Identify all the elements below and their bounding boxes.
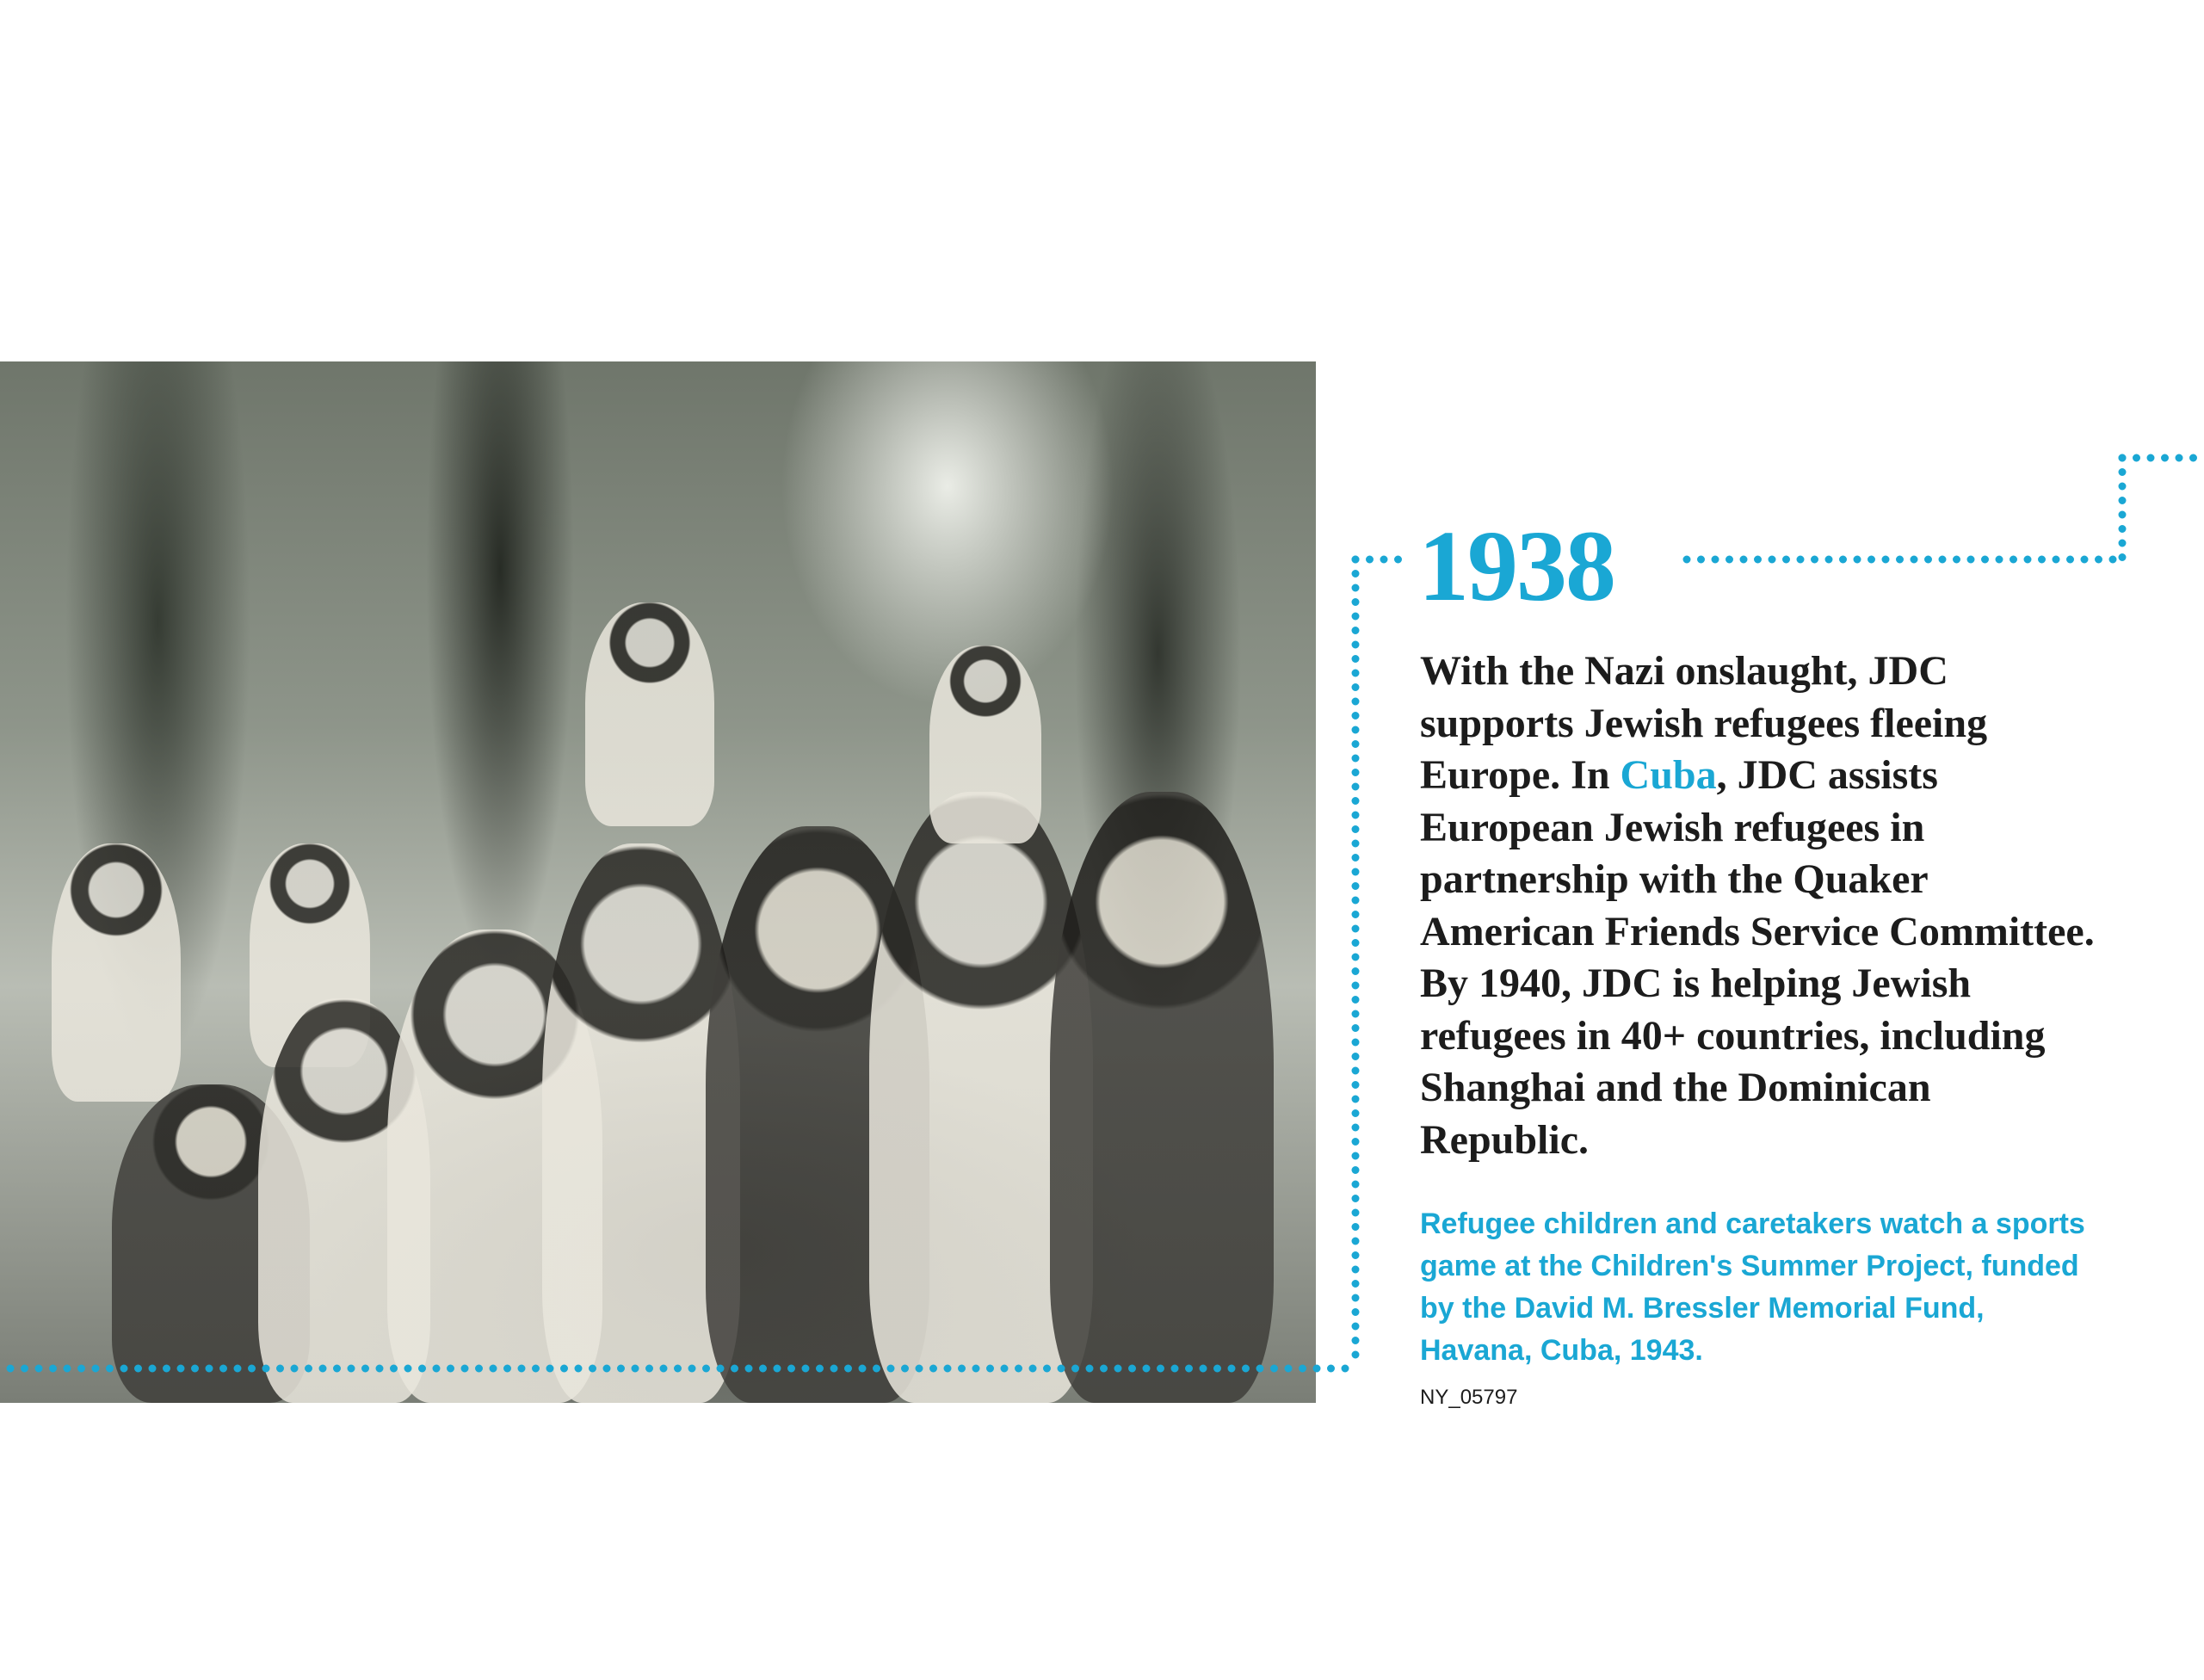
photo-id: NY_05797 — [1420, 1386, 1518, 1409]
archival-photo — [0, 361, 1316, 1403]
body-text-end: , JDC assists European Jewish refugees in partnership with the Quaker American Friends Service Committee. By 1940, JDC is helping Jewish refugees in 40+ countries, including Shanghai and the Dominican Republic. — [1420, 752, 2095, 1163]
photo-figure — [585, 602, 714, 826]
timeline-body-text — [1420, 645, 2108, 1166]
year-heading: 1938 — [1418, 510, 1614, 622]
location-highlight: Cuba — [1620, 752, 1717, 798]
photo-figure — [1050, 792, 1274, 1403]
photo-figure — [52, 843, 181, 1102]
body-text-start: With the Nazi onslaught, JDC supports Jewish refugees fleeing Europe. In — [1420, 648, 1988, 798]
photo-figure — [929, 645, 1041, 843]
photo-caption: Refugee children and caretakers watch a sports game at the Children's Summer Project, funded by the David M. Bressler Memorial Fund, Havana, Cuba, 1943. — [1420, 1208, 2085, 1367]
